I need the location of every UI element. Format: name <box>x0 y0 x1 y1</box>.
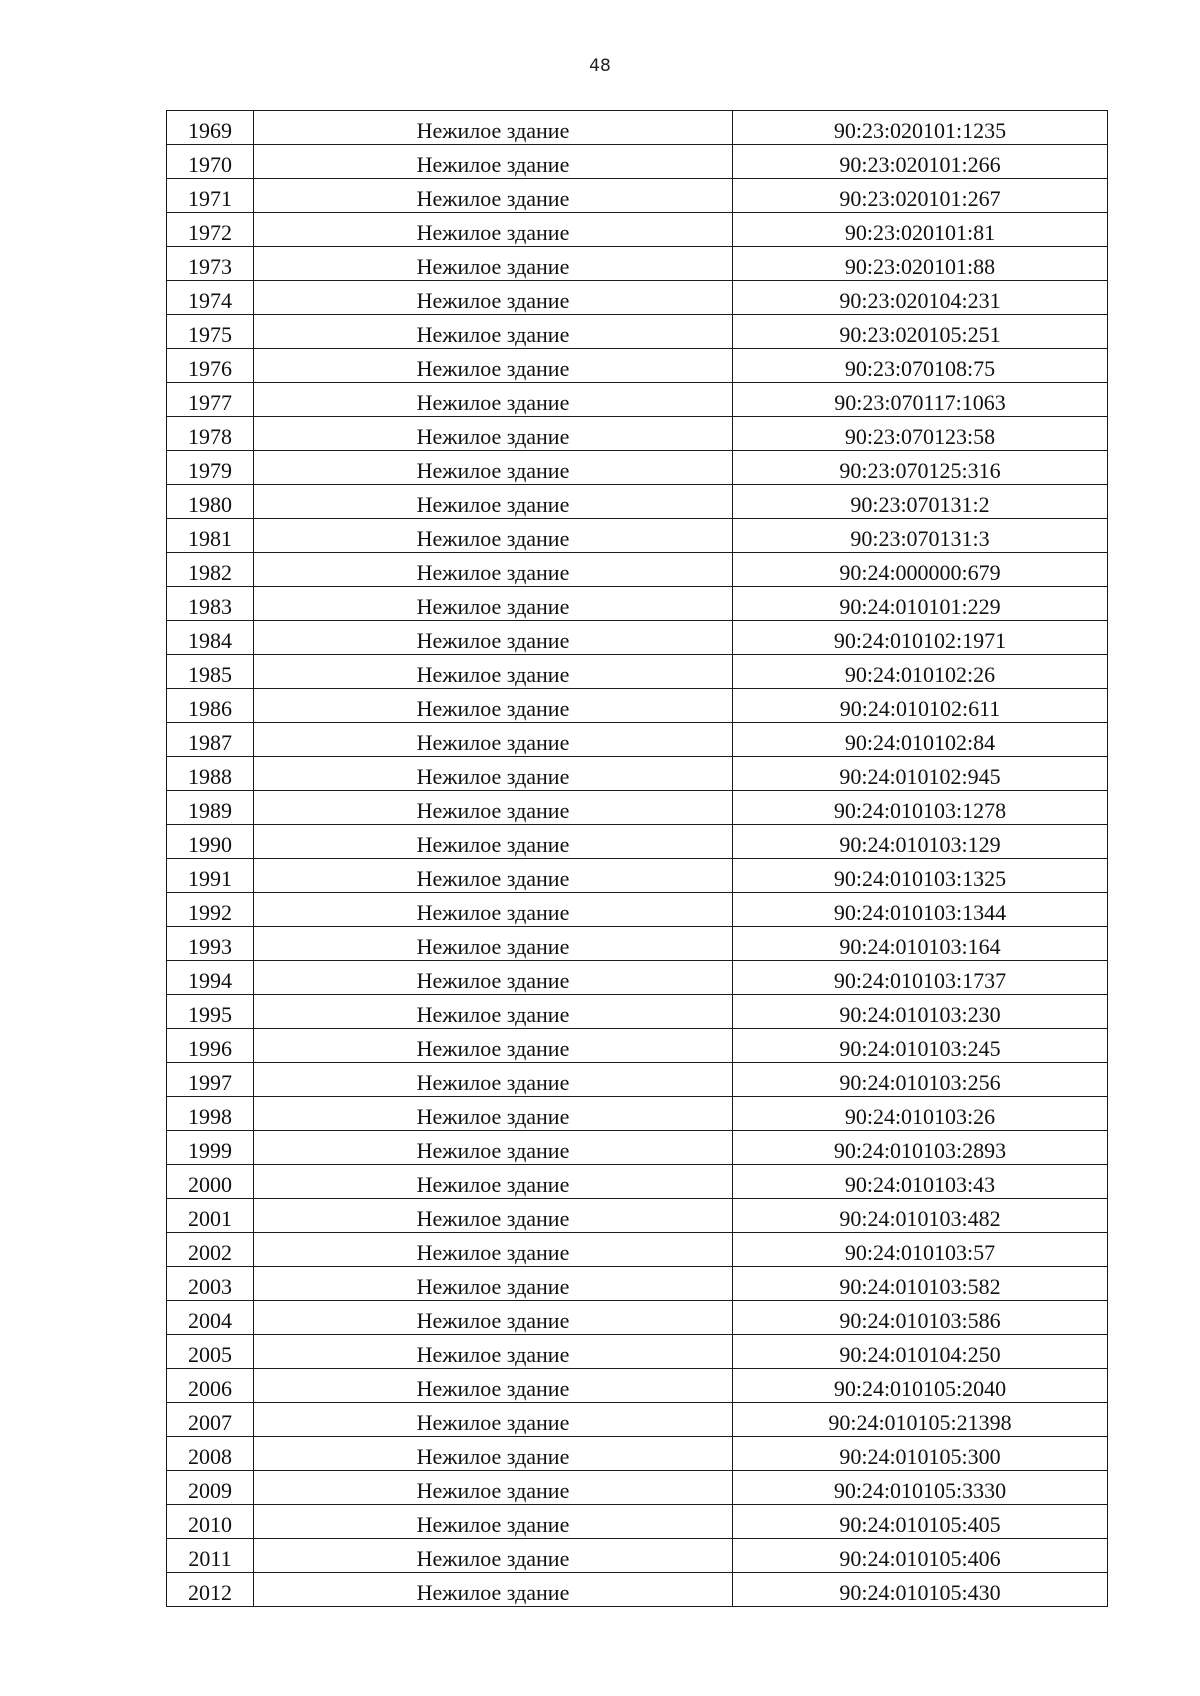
object-name-cell: Нежилое здание <box>254 1437 733 1471</box>
table-row <box>167 349 1108 383</box>
object-name-cell: Нежилое здание <box>254 281 733 315</box>
registry-table-body <box>167 111 1108 1607</box>
cadastral-number-cell: 90:23:020101:88 <box>733 247 1108 281</box>
cadastral-number-cell: 90:24:010105:21398 <box>733 1403 1108 1437</box>
object-name-cell: Нежилое здание <box>254 1097 733 1131</box>
row-number-cell: 1996 <box>167 1029 254 1063</box>
row-number-cell: 2001 <box>167 1199 254 1233</box>
row-number-cell: 1977 <box>167 383 254 417</box>
table-row <box>167 1029 1108 1063</box>
table-row <box>167 1233 1108 1267</box>
table-row <box>167 1199 1108 1233</box>
row-number-cell: 1984 <box>167 621 254 655</box>
object-name-cell: Нежилое здание <box>254 383 733 417</box>
table-row <box>167 655 1108 689</box>
cadastral-number-cell: 90:24:010103:1737 <box>733 961 1108 995</box>
cadastral-number-cell: 90:24:010105:406 <box>733 1539 1108 1573</box>
table-row <box>167 961 1108 995</box>
cadastral-number-cell: 90:23:070131:2 <box>733 485 1108 519</box>
object-name-cell: Нежилое здание <box>254 587 733 621</box>
object-name-cell: Нежилое здание <box>254 349 733 383</box>
cadastral-number-cell: 90:23:070125:316 <box>733 451 1108 485</box>
row-number-cell: 1998 <box>167 1097 254 1131</box>
object-name-cell: Нежилое здание <box>254 1063 733 1097</box>
row-number-cell: 1974 <box>167 281 254 315</box>
table-row <box>167 383 1108 417</box>
row-number-cell: 2005 <box>167 1335 254 1369</box>
cadastral-number-cell: 90:23:020105:251 <box>733 315 1108 349</box>
table-row <box>167 281 1108 315</box>
table-row <box>167 1131 1108 1165</box>
table-row <box>167 587 1108 621</box>
table-row <box>167 553 1108 587</box>
object-name-cell: Нежилое здание <box>254 451 733 485</box>
cadastral-number-cell: 90:24:010103:43 <box>733 1165 1108 1199</box>
row-number-cell: 2008 <box>167 1437 254 1471</box>
row-number-cell: 1988 <box>167 757 254 791</box>
object-name-cell: Нежилое здание <box>254 417 733 451</box>
table-row <box>167 995 1108 1029</box>
object-name-cell: Нежилое здание <box>254 1403 733 1437</box>
cadastral-number-cell: 90:24:010105:405 <box>733 1505 1108 1539</box>
cadastral-number-cell: 90:23:020104:231 <box>733 281 1108 315</box>
object-name-cell: Нежилое здание <box>254 315 733 349</box>
cadastral-number-cell: 90:23:070123:58 <box>733 417 1108 451</box>
table-row <box>167 893 1108 927</box>
table-row <box>167 1063 1108 1097</box>
object-name-cell: Нежилое здание <box>254 1233 733 1267</box>
object-name-cell: Нежилое здание <box>254 1267 733 1301</box>
cadastral-number-cell: 90:24:010102:26 <box>733 655 1108 689</box>
object-name-cell: Нежилое здание <box>254 1199 733 1233</box>
row-number-cell: 1983 <box>167 587 254 621</box>
cadastral-number-cell: 90:23:020101:81 <box>733 213 1108 247</box>
row-number-cell: 1969 <box>167 111 254 145</box>
cadastral-number-cell: 90:24:010103:586 <box>733 1301 1108 1335</box>
object-name-cell: Нежилое здание <box>254 553 733 587</box>
table-row <box>167 1165 1108 1199</box>
row-number-cell: 1990 <box>167 825 254 859</box>
object-name-cell: Нежилое здание <box>254 247 733 281</box>
row-number-cell: 2000 <box>167 1165 254 1199</box>
cadastral-number-cell: 90:24:010101:229 <box>733 587 1108 621</box>
table-row <box>167 927 1108 961</box>
cadastral-number-cell: 90:24:010103:1278 <box>733 791 1108 825</box>
table-row <box>167 315 1108 349</box>
object-name-cell: Нежилое здание <box>254 655 733 689</box>
table-row <box>167 1301 1108 1335</box>
cadastral-number-cell: 90:24:010103:1325 <box>733 859 1108 893</box>
cadastral-number-cell: 90:23:020101:266 <box>733 145 1108 179</box>
cadastral-number-cell: 90:24:010104:250 <box>733 1335 1108 1369</box>
cadastral-number-cell: 90:24:010102:611 <box>733 689 1108 723</box>
cadastral-number-cell: 90:24:010103:1344 <box>733 893 1108 927</box>
table-row <box>167 451 1108 485</box>
cadastral-number-cell: 90:24:010103:256 <box>733 1063 1108 1097</box>
cadastral-number-cell: 90:24:000000:679 <box>733 553 1108 587</box>
table-row <box>167 247 1108 281</box>
object-name-cell: Нежилое здание <box>254 791 733 825</box>
cadastral-number-cell: 90:24:010102:1971 <box>733 621 1108 655</box>
cadastral-number-cell: 90:23:070108:75 <box>733 349 1108 383</box>
object-name-cell: Нежилое здание <box>254 485 733 519</box>
table-row <box>167 689 1108 723</box>
cadastral-number-cell: 90:24:010105:430 <box>733 1573 1108 1607</box>
cadastral-number-cell: 90:24:010103:482 <box>733 1199 1108 1233</box>
object-name-cell: Нежилое здание <box>254 1471 733 1505</box>
table-row <box>167 145 1108 179</box>
cadastral-number-cell: 90:24:010102:84 <box>733 723 1108 757</box>
table-row <box>167 1335 1108 1369</box>
row-number-cell: 1981 <box>167 519 254 553</box>
object-name-cell: Нежилое здание <box>254 927 733 961</box>
table-row <box>167 485 1108 519</box>
table-row <box>167 791 1108 825</box>
table-row <box>167 723 1108 757</box>
row-number-cell: 2004 <box>167 1301 254 1335</box>
object-name-cell: Нежилое здание <box>254 1029 733 1063</box>
object-name-cell: Нежилое здание <box>254 111 733 145</box>
row-number-cell: 2009 <box>167 1471 254 1505</box>
row-number-cell: 1976 <box>167 349 254 383</box>
object-name-cell: Нежилое здание <box>254 621 733 655</box>
table-row <box>167 825 1108 859</box>
registry-table <box>166 110 1108 1607</box>
table-row <box>167 1403 1108 1437</box>
object-name-cell: Нежилое здание <box>254 825 733 859</box>
row-number-cell: 2002 <box>167 1233 254 1267</box>
object-name-cell: Нежилое здание <box>254 213 733 247</box>
object-name-cell: Нежилое здание <box>254 757 733 791</box>
object-name-cell: Нежилое здание <box>254 893 733 927</box>
row-number-cell: 1975 <box>167 315 254 349</box>
object-name-cell: Нежилое здание <box>254 1131 733 1165</box>
cadastral-number-cell: 90:23:020101:267 <box>733 179 1108 213</box>
object-name-cell: Нежилое здание <box>254 723 733 757</box>
object-name-cell: Нежилое здание <box>254 1335 733 1369</box>
table-row <box>167 1369 1108 1403</box>
row-number-cell: 1978 <box>167 417 254 451</box>
cadastral-number-cell: 90:24:010103:164 <box>733 927 1108 961</box>
cadastral-number-cell: 90:24:010103:26 <box>733 1097 1108 1131</box>
object-name-cell: Нежилое здание <box>254 145 733 179</box>
row-number-cell: 1999 <box>167 1131 254 1165</box>
table-row <box>167 417 1108 451</box>
object-name-cell: Нежилое здание <box>254 1539 733 1573</box>
cadastral-number-cell: 90:24:010105:300 <box>733 1437 1108 1471</box>
row-number-cell: 1972 <box>167 213 254 247</box>
cadastral-number-cell: 90:23:070131:3 <box>733 519 1108 553</box>
table-row <box>167 519 1108 553</box>
row-number-cell: 1982 <box>167 553 254 587</box>
row-number-cell: 1989 <box>167 791 254 825</box>
cadastral-number-cell: 90:24:010103:2893 <box>733 1131 1108 1165</box>
object-name-cell: Нежилое здание <box>254 689 733 723</box>
row-number-cell: 1995 <box>167 995 254 1029</box>
row-number-cell: 1985 <box>167 655 254 689</box>
row-number-cell: 1971 <box>167 179 254 213</box>
table-row <box>167 1471 1108 1505</box>
object-name-cell: Нежилое здание <box>254 1301 733 1335</box>
cadastral-number-cell: 90:24:010103:129 <box>733 825 1108 859</box>
object-name-cell: Нежилое здание <box>254 961 733 995</box>
object-name-cell: Нежилое здание <box>254 995 733 1029</box>
cadastral-number-cell: 90:23:020101:1235 <box>733 111 1108 145</box>
cadastral-number-cell: 90:24:010102:945 <box>733 757 1108 791</box>
cadastral-number-cell: 90:24:010103:230 <box>733 995 1108 1029</box>
row-number-cell: 2010 <box>167 1505 254 1539</box>
row-number-cell: 1986 <box>167 689 254 723</box>
table-row <box>167 1573 1108 1607</box>
object-name-cell: Нежилое здание <box>254 179 733 213</box>
row-number-cell: 1991 <box>167 859 254 893</box>
table-row <box>167 1505 1108 1539</box>
object-name-cell: Нежилое здание <box>254 519 733 553</box>
row-number-cell: 1992 <box>167 893 254 927</box>
object-name-cell: Нежилое здание <box>254 1165 733 1199</box>
object-name-cell: Нежилое здание <box>254 1369 733 1403</box>
row-number-cell: 2007 <box>167 1403 254 1437</box>
row-number-cell: 1979 <box>167 451 254 485</box>
row-number-cell: 1987 <box>167 723 254 757</box>
cadastral-number-cell: 90:24:010105:2040 <box>733 1369 1108 1403</box>
cadastral-number-cell: 90:24:010103:245 <box>733 1029 1108 1063</box>
table-row <box>167 179 1108 213</box>
table-row <box>167 213 1108 247</box>
object-name-cell: Нежилое здание <box>254 1505 733 1539</box>
row-number-cell: 2006 <box>167 1369 254 1403</box>
row-number-cell: 2011 <box>167 1539 254 1573</box>
row-number-cell: 1993 <box>167 927 254 961</box>
table-row <box>167 757 1108 791</box>
table-row <box>167 859 1108 893</box>
table-row <box>167 621 1108 655</box>
table-row <box>167 111 1108 145</box>
row-number-cell: 1973 <box>167 247 254 281</box>
row-number-cell: 1970 <box>167 145 254 179</box>
page-number: 48 <box>589 56 611 76</box>
table-row <box>167 1097 1108 1131</box>
cadastral-number-cell: 90:24:010103:57 <box>733 1233 1108 1267</box>
table-row <box>167 1539 1108 1573</box>
object-name-cell: Нежилое здание <box>254 1573 733 1607</box>
cadastral-number-cell: 90:23:070117:1063 <box>733 383 1108 417</box>
row-number-cell: 2003 <box>167 1267 254 1301</box>
table-row <box>167 1437 1108 1471</box>
row-number-cell: 1997 <box>167 1063 254 1097</box>
row-number-cell: 1980 <box>167 485 254 519</box>
cadastral-number-cell: 90:24:010103:582 <box>733 1267 1108 1301</box>
cadastral-number-cell: 90:24:010105:3330 <box>733 1471 1108 1505</box>
row-number-cell: 1994 <box>167 961 254 995</box>
row-number-cell: 2012 <box>167 1573 254 1607</box>
table-row <box>167 1267 1108 1301</box>
object-name-cell: Нежилое здание <box>254 859 733 893</box>
